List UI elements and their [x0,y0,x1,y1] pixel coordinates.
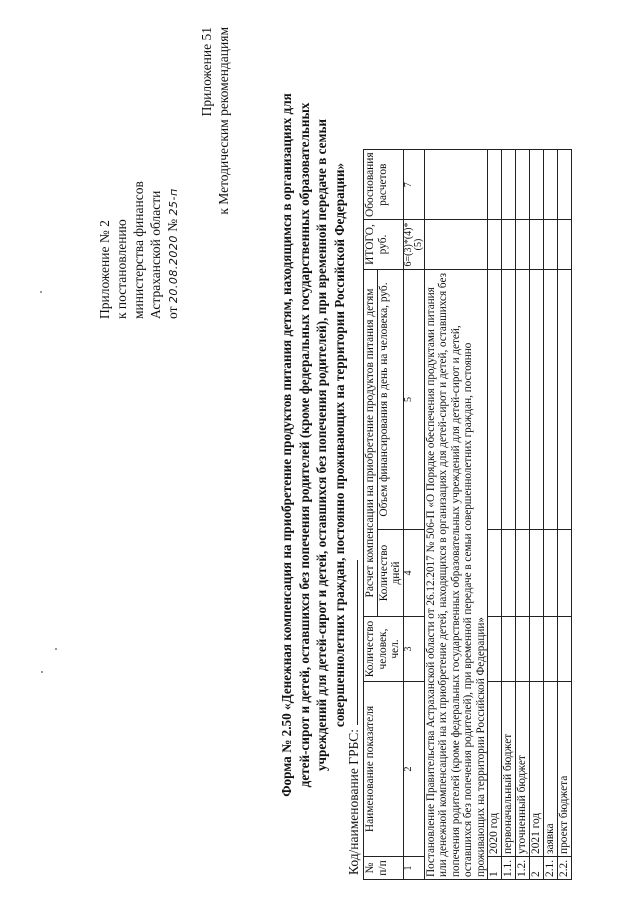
appendix-reference: к Методическим рекомендациям [216,27,231,215]
table-cell[interactable] [516,220,530,270]
table-cell[interactable] [530,220,544,270]
table-cell[interactable] [516,617,530,682]
table-row [544,150,558,880]
table-cell[interactable] [516,530,530,617]
col-number: 2 [403,682,424,857]
table-cell[interactable] [530,617,544,682]
col-header-days: Количество дней [377,530,403,617]
approval-line: к постановлению [114,219,129,319]
appendix-number: Приложение 51 [199,27,214,117]
col-header-volume: Объем финансирования в день на человека, руб. [377,270,403,530]
col-number: 4 [403,530,424,617]
column-number-row [403,150,424,880]
col-number: 6=(3)*(4)*(5) [403,220,424,270]
row-label: заявка [544,682,558,857]
row-number: 2 [530,857,544,880]
table-cell[interactable] [488,220,502,270]
col-header-name: Наименование показателя [364,682,404,857]
col-header-people: Количество человек, чел. [364,617,404,682]
table-cell[interactable] [502,617,516,682]
grbs-input-line[interactable] [345,560,358,725]
approval-line: министерства финансов [131,181,146,319]
grbs-label: Код/наименование ГРБС: [346,729,361,875]
col-header-group: Расчет компенсации на приобретение продуктов питания детям [364,270,378,617]
row-number: 1.2. [516,857,530,880]
table-cell[interactable] [544,270,558,530]
date-prefix: от [165,306,180,319]
table-cell[interactable] [530,270,544,530]
col-number: 1 [403,857,424,880]
table-cell[interactable] [424,150,488,220]
table-row [488,150,502,880]
table-cell[interactable] [558,617,572,682]
table-cell[interactable] [488,530,502,617]
table-cell[interactable] [488,150,502,220]
appendix-block [198,27,232,307]
row-label: 2021 год [530,682,544,857]
form-title: Форма № 2.50 «Денежная компенсация на приобретение продуктов питания детям, находящимся в организациях для детей-сирот и детей, оставшихся без попечения родителей (кроме федеральных государственных образовательных учреждений для детей-сирот и детей, оставшихся без попечения родителей), при временной передаче в семьи совершеннолетних граждан, постоянно проживающих на территории Российской Федерации» [279,93,347,797]
table-cell[interactable] [558,530,572,617]
row-number: 2.1. [544,857,558,880]
table-cell[interactable] [424,220,488,270]
table-cell[interactable] [530,530,544,617]
row-label: первоначальный бюджет [502,682,516,857]
col-number: 3 [403,617,424,682]
handwritten-date: 20.08.2020 [167,235,180,304]
table-cell[interactable] [558,150,572,220]
regulation-text: Постановление Правительства Астраханской области от 26.12.2017 № 506-П «О Порядке обеспечения продуктами питания или денежной компенсацией на их приобретение детей, находящихся в организациях для детей-сирот и детей, оставшихся без попечения родителей (кроме федеральных государственных образовательных учреждений для детей-сирот и детей, оставшихся без попечения родителей), при временной передаче в семьи совершеннолетних граждан, постоянно проживающих на территории Российской Федерации» [424,270,488,880]
col-number: 5 [403,270,424,530]
table-cell[interactable] [488,617,502,682]
approval-line: Приложение № 2 [97,220,112,319]
scan-speck [40,291,42,293]
table-cell[interactable] [544,220,558,270]
col-header-num: № п/п [364,857,404,880]
grbs-field [345,560,362,875]
approval-line: Астраханской области [148,190,163,319]
row-label: 2020 год [488,682,502,857]
table-row [502,150,516,880]
col-header-total: ИТОГО, руб. [364,220,404,270]
row-label: проект бюджета [558,682,572,857]
row-number: 1.1. [502,857,516,880]
handwritten-number: 25-п [167,188,180,216]
table-row [516,150,530,880]
table-cell[interactable] [544,530,558,617]
table-cell[interactable] [530,150,544,220]
scan-speck [41,671,43,673]
table-cell[interactable] [502,530,516,617]
table-cell[interactable] [544,150,558,220]
row-number: 2.2. [558,857,572,880]
number-prefix: № [165,218,180,232]
calculation-table [363,149,572,880]
table-cell[interactable] [502,150,516,220]
table-cell[interactable] [558,270,572,530]
table-cell[interactable] [502,270,516,530]
table-header-row [364,150,378,880]
approval-date-line [164,59,182,319]
row-number: 1 [488,857,502,880]
table-cell[interactable] [558,220,572,270]
regulation-row [424,150,488,880]
col-header-basis: Обоснования расчетов [364,150,404,220]
table-row [530,150,544,880]
table-cell[interactable] [516,150,530,220]
table-cell[interactable] [502,220,516,270]
table-cell[interactable] [544,617,558,682]
table-cell[interactable] [516,270,530,530]
row-label: уточненный бюджет [516,682,530,857]
col-number: 7 [403,150,424,220]
approval-block [96,59,182,319]
table-row [558,150,572,880]
table-cell[interactable] [488,270,502,530]
scan-speck [55,648,57,650]
